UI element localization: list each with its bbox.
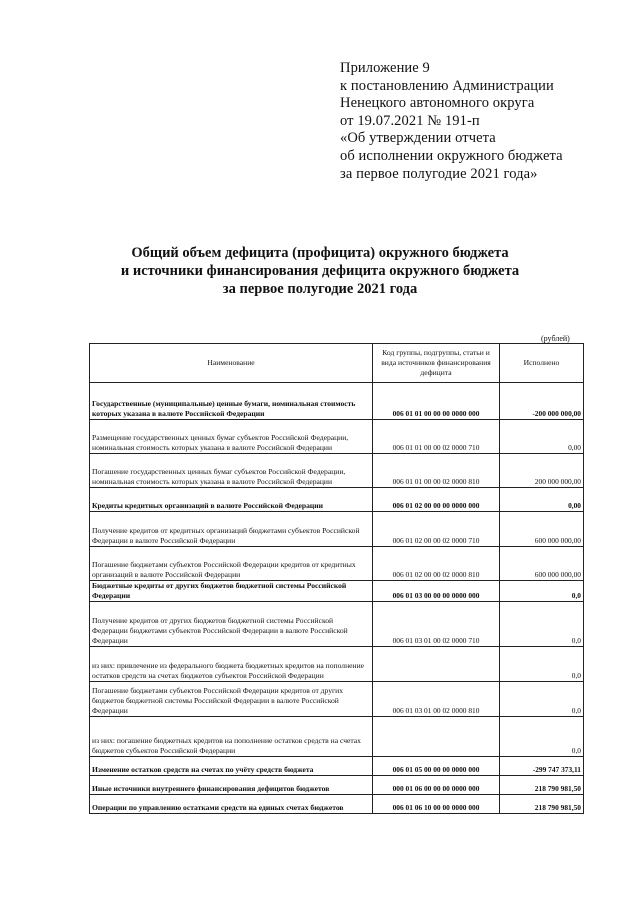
row-amount-cell: 0,0 (500, 602, 584, 647)
row-name-cell: из них: привлечение из федерального бюджета бюджетных кредитов на пополнение остатков средств на счетах бюджетов субъектов Российской Федерации (90, 647, 373, 682)
table-header-row (90, 344, 584, 383)
row-name-cell: Получение кредитов от других бюджетов бюджетной системы Российской Федерации бюджетами субъектов Российской Федерации в валюте Российской Федерации (90, 602, 373, 647)
row-name-cell: Размещение государственных ценных бумаг субъектов Российской Федерации, номинальная стоимость которых указана в валюте Российской Федерации (90, 420, 373, 454)
row-code-cell: 006 01 02 00 00 02 0000 710 (373, 512, 500, 547)
appendix-line: «Об утверждении отчета (340, 130, 496, 147)
row-code-cell: 006 01 01 00 00 02 0000 710 (373, 420, 500, 454)
row-code-cell: 006 01 03 01 00 02 0000 710 (373, 602, 500, 647)
row-code-cell: 006 01 05 00 00 00 0000 000 (373, 757, 500, 776)
appendix-line: об исполнении окружного бюджета (340, 147, 563, 164)
row-amount-cell: 600 000 000,00 (500, 512, 584, 547)
row-name-cell: Получение кредитов от кредитных организаций бюджетами субъектов Российской Федерации в валюте Российской Федерации (90, 512, 373, 547)
row-name-cell: Государственные (муниципальные) ценные бумаги, номинальная стоимость которых указана в валюте Российской Федерации (90, 383, 373, 420)
row-amount-cell: -299 747 373,11 (500, 757, 584, 776)
row-code-cell: 000 01 06 00 00 00 0000 000 (373, 776, 500, 795)
row-amount-cell: 218 790 981,50 (500, 795, 584, 814)
row-amount-cell: 0,0 (500, 647, 584, 682)
table-row (90, 420, 584, 454)
appendix-block (340, 60, 630, 183)
row-amount-cell: 0,0 (500, 581, 584, 602)
table-row (90, 383, 584, 420)
table-row (90, 776, 584, 795)
appendix-line: к постановлению Администрации (340, 77, 554, 94)
row-name-cell: Изменение остатков средств на счетах по учёту средств бюджета (90, 757, 373, 776)
header-name: Наименование (90, 344, 373, 383)
table-row (90, 717, 584, 757)
row-code-cell: 006 01 02 00 00 02 0000 810 (373, 547, 500, 581)
appendix-line: за первое полугодие 2021 года» (340, 165, 538, 182)
header-amount: Исполнено (500, 344, 584, 383)
table-row (90, 581, 584, 602)
units-label: (рублей) (541, 334, 570, 343)
row-code-cell: 006 01 03 01 00 02 0000 810 (373, 682, 500, 717)
appendix-line: от 19.07.2021 № 191-п (340, 112, 480, 129)
table-row (90, 682, 584, 717)
row-name-cell: Погашение бюджетами субъектов Российской Федерации кредитов от кредитных организаций в валюте Российской Федерации (90, 547, 373, 581)
appendix-line: Ненецкого автономного округа (340, 95, 535, 112)
row-amount-cell: -200 000 000,00 (500, 383, 584, 420)
row-code-cell: 006 01 02 00 00 00 0000 000 (373, 488, 500, 512)
row-name-cell: Иные источники внутреннего финансирования дефицитов бюджетов (90, 776, 373, 795)
budget-table (89, 343, 584, 814)
table-row (90, 512, 584, 547)
row-amount-cell: 0,0 (500, 717, 584, 757)
row-name-cell: Погашение бюджетами субъектов Российской Федерации кредитов от других бюджетов бюджетной системы Российской Федерации в валюте Российской Федерации (90, 682, 373, 717)
row-name-cell: Кредиты кредитных организаций в валюте Российской Федерации (90, 488, 373, 512)
title-line: и источники финансирования дефицита окружного бюджета (120, 263, 520, 279)
row-code-cell: 006 01 06 10 00 00 0000 000 (373, 795, 500, 814)
row-name-cell: Операции по управлению остатками средств на единых счетах бюджетов (90, 795, 373, 814)
row-name-cell: Погашение государственных ценных бумаг субъектов Российской Федерации, номинальная стоимость которых указана в валюте Российской Федерации (90, 454, 373, 488)
row-code-cell: 006 01 01 00 00 00 0000 000 (373, 383, 500, 420)
table-row (90, 602, 584, 647)
table-body (90, 383, 584, 814)
row-amount-cell: 600 000 000,00 (500, 547, 584, 581)
row-amount-cell: 0,0 (500, 682, 584, 717)
row-name-cell: из них: погашение бюджетных кредитов на пополнение остатков средств на счетах бюджетов субъектов Российской Федерации (90, 717, 373, 757)
table-row (90, 547, 584, 581)
row-amount-cell: 0,00 (500, 488, 584, 512)
row-name-cell: Бюджетные кредиты от других бюджетов бюджетной системы Российской Федерации (90, 581, 373, 602)
table-row (90, 488, 584, 512)
row-amount-cell: 200 000 000,00 (500, 454, 584, 488)
row-amount-cell: 0,00 (500, 420, 584, 454)
row-code-cell (373, 647, 500, 682)
row-code-cell: 006 01 01 00 00 02 0000 810 (373, 454, 500, 488)
title-line: Общий объем дефицита (профицита) окружного бюджета (131, 245, 509, 261)
header-code: Код группы, подгруппы, статьи и вида источников финансирования дефицита (373, 344, 500, 383)
table-row (90, 454, 584, 488)
document-title (0, 244, 640, 298)
table-row (90, 795, 584, 814)
row-code-cell: 006 01 03 00 00 00 0000 000 (373, 581, 500, 602)
table-row (90, 757, 584, 776)
title-line: за первое полугодие 2021 года (222, 281, 418, 297)
row-amount-cell: 218 790 981,50 (500, 776, 584, 795)
row-code-cell (373, 717, 500, 757)
appendix-line: Приложение 9 (340, 60, 430, 76)
table-row (90, 647, 584, 682)
